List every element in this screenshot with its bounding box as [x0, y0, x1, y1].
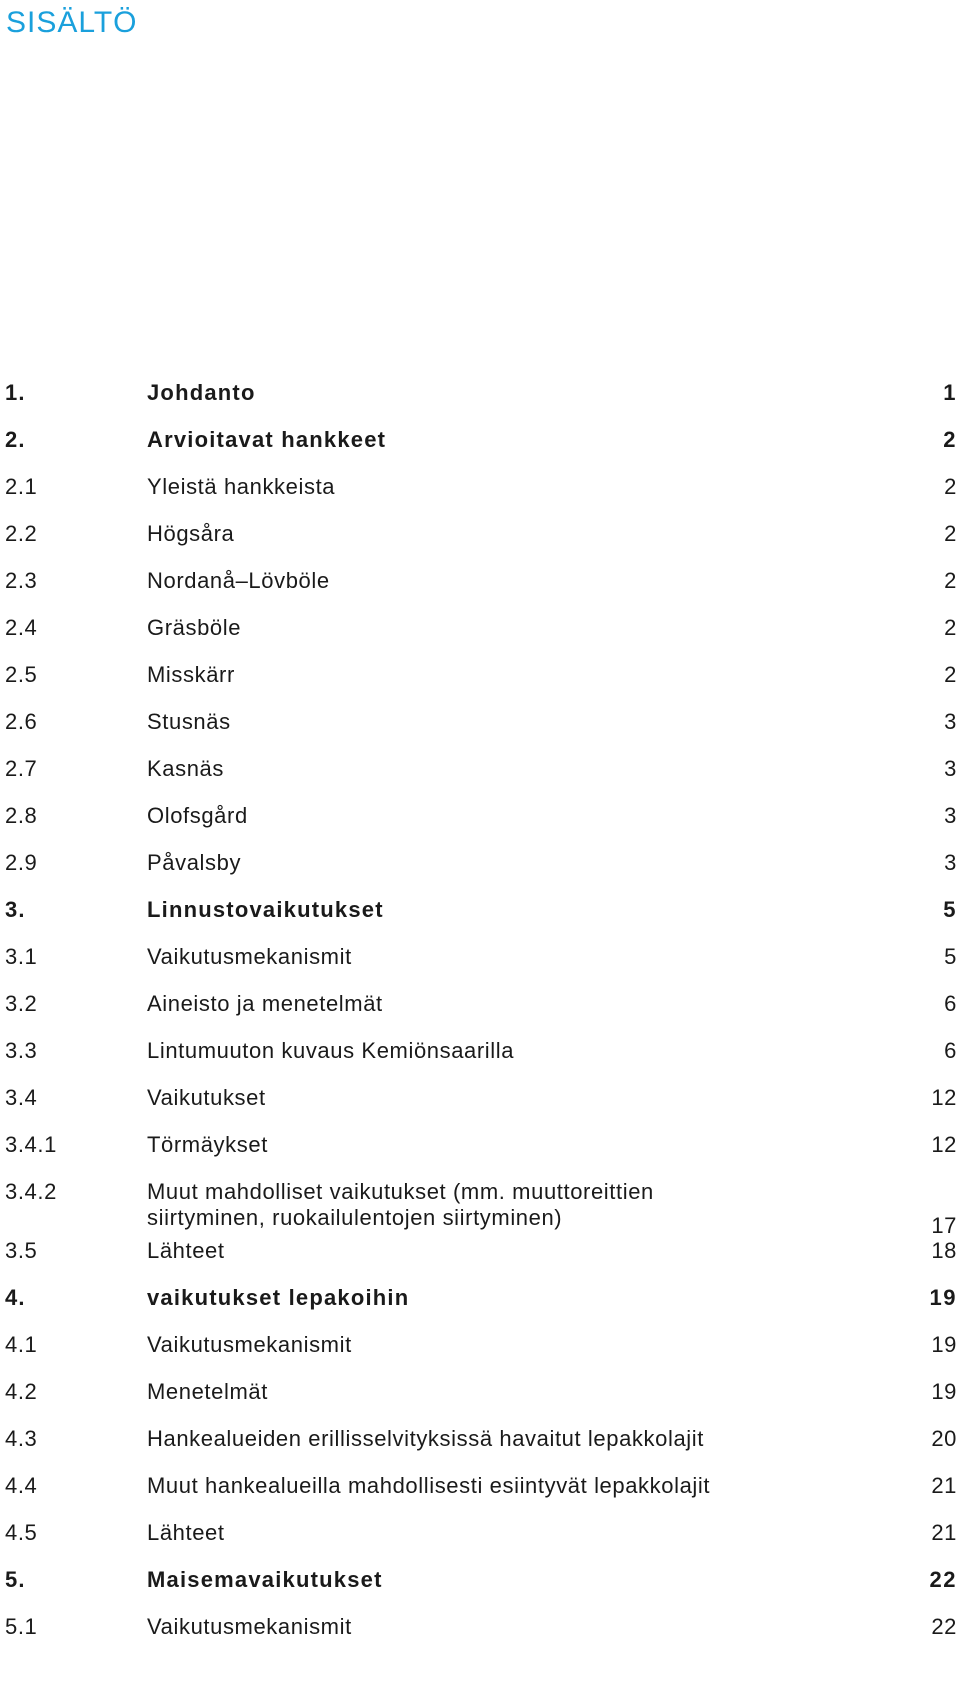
toc-entry-number: 5.: [5, 1567, 26, 1592]
toc-entry-title[interactable]: Påvalsby: [147, 850, 242, 875]
toc-entry-number: 3.4.2: [5, 1179, 57, 1204]
toc-entry-title[interactable]: Högsåra: [147, 521, 235, 546]
toc-entry-number: 4.4: [5, 1473, 38, 1498]
toc-entry-page-number: 19: [931, 1332, 957, 1357]
toc-entry-number: 4.3: [5, 1426, 38, 1451]
toc-entry-page-number: 22: [931, 1614, 957, 1639]
toc-entry-title[interactable]: Lintumuuton kuvaus Kemiönsaarilla: [147, 1038, 515, 1063]
toc-entry-title[interactable]: Törmäykset: [147, 1132, 268, 1157]
page-title: SISÄLTÖ: [6, 6, 138, 39]
toc-entry-page-number: 3: [944, 756, 957, 781]
toc-entry-page-number: 12: [931, 1132, 957, 1157]
toc-entry-title[interactable]: Aineisto ja menetelmät: [147, 991, 383, 1016]
toc-entry-number: 3.2: [5, 991, 38, 1016]
toc-entry-number: 2.5: [5, 662, 38, 687]
toc-entry-page-number: 3: [944, 709, 957, 734]
toc-entry-title[interactable]: Kasnäs: [147, 756, 224, 781]
toc-entry-page-number: 18: [931, 1238, 957, 1263]
toc-entry-number: 2.6: [5, 709, 38, 734]
toc-entry-page-number: 20: [931, 1426, 957, 1451]
toc-entry-number: 4.1: [5, 1332, 38, 1357]
toc-entry-title[interactable]: vaikutukset lepakoihin: [147, 1285, 410, 1310]
toc-entry-number: 4.: [5, 1285, 26, 1310]
toc-entry-number: 2.7: [5, 756, 38, 781]
toc-entry-title[interactable]: Arvioitavat hankkeet: [147, 427, 387, 452]
toc-entry-page-number: 5: [943, 897, 957, 922]
toc-entry-number: 3.4: [5, 1085, 38, 1110]
toc-entry-page-number: 2: [944, 521, 957, 546]
toc-entry-page-number: 2: [944, 615, 957, 640]
toc-entry-title[interactable]: Yleistä hankkeista: [147, 474, 336, 499]
toc-entry-title[interactable]: Lähteet: [147, 1238, 225, 1263]
toc-entry-page-number: 2: [944, 568, 957, 593]
toc-entry-number: 2.8: [5, 803, 38, 828]
toc-entry-number: 2.3: [5, 568, 38, 593]
toc-entry-number: 2.2: [5, 521, 38, 546]
toc-entry-number: 4.2: [5, 1379, 38, 1404]
toc-entry-title[interactable]: Vaikutusmekanismit: [147, 1614, 352, 1639]
toc-entry-page-number: 19: [931, 1379, 957, 1404]
toc-entry-title[interactable]: Vaikutusmekanismit: [147, 944, 352, 969]
toc-entry-title[interactable]: Linnustovaikutukset: [147, 897, 384, 922]
toc-entry-page-number: 21: [931, 1473, 957, 1498]
toc-entry-number: 1.: [5, 380, 26, 405]
toc-entry-number: 5.1: [5, 1614, 38, 1639]
toc-entry-page-number: 6: [944, 1038, 957, 1063]
toc-entry-number: 2.4: [5, 615, 38, 640]
toc-entry-page-number: 6: [944, 991, 957, 1016]
toc-entry-number: 4.5: [5, 1520, 38, 1545]
toc-entry-page-number: 22: [929, 1567, 957, 1592]
toc-entry-number: 2.1: [5, 474, 38, 499]
toc-entry-page-number: 17: [931, 1213, 957, 1238]
toc-entry-page-number: 2: [944, 474, 957, 499]
toc-entry-page-number: 5: [944, 944, 957, 969]
toc-entry-title[interactable]: Maisemavaikutukset: [147, 1567, 383, 1592]
toc-entry-title[interactable]: Vaikutusmekanismit: [147, 1332, 352, 1357]
toc-entry-number: 2.9: [5, 850, 38, 875]
toc-entry-page-number: 2: [944, 662, 957, 687]
toc-entry-number: 3.3: [5, 1038, 38, 1063]
toc-entry-page-number: 21: [931, 1520, 957, 1545]
toc-entry-title[interactable]: Gräsböle: [147, 615, 242, 640]
toc-entry-title[interactable]: Stusnäs: [147, 709, 231, 734]
toc-entry-page-number: 2: [943, 427, 957, 452]
toc-entry-title[interactable]: Vaikutukset: [147, 1085, 266, 1110]
toc-entry-title[interactable]: Misskärr: [147, 662, 235, 687]
toc-entry-number: 2.: [5, 427, 26, 452]
toc-entry-number: 3.1: [5, 944, 38, 969]
toc-entry-title[interactable]: Menetelmät: [147, 1379, 268, 1404]
toc-entry-number: 3.5: [5, 1238, 38, 1263]
toc-entry-title[interactable]: Muut mahdolliset vaikutukset (mm. muuttoreittien siirtyminen, ruokailulentojen siirtyminen): [147, 1179, 654, 1230]
toc-entry-page-number: 1: [943, 380, 957, 405]
toc-entry-title[interactable]: Muut hankealueilla mahdollisesti esiintyvät lepakkolajit: [147, 1473, 711, 1498]
toc-entry-number: 3.4.1: [5, 1132, 57, 1157]
toc-entry-title[interactable]: Olofsgård: [147, 803, 248, 828]
toc-entry-page-number: 19: [929, 1285, 957, 1310]
toc-entry-title[interactable]: Johdanto: [147, 380, 256, 405]
toc-entry-page-number: 3: [944, 850, 957, 875]
toc-entry-title[interactable]: Hankealueiden erillisselvityksissä havaitut lepakkolajit: [147, 1426, 704, 1451]
toc-entry-title[interactable]: Nordanå–Lövböle: [147, 568, 330, 593]
toc-entry-page-number: 3: [944, 803, 957, 828]
toc-entry-title[interactable]: Lähteet: [147, 1520, 225, 1545]
toc-entry-page-number: 12: [931, 1085, 957, 1110]
toc-entry-number: 3.: [5, 897, 26, 922]
